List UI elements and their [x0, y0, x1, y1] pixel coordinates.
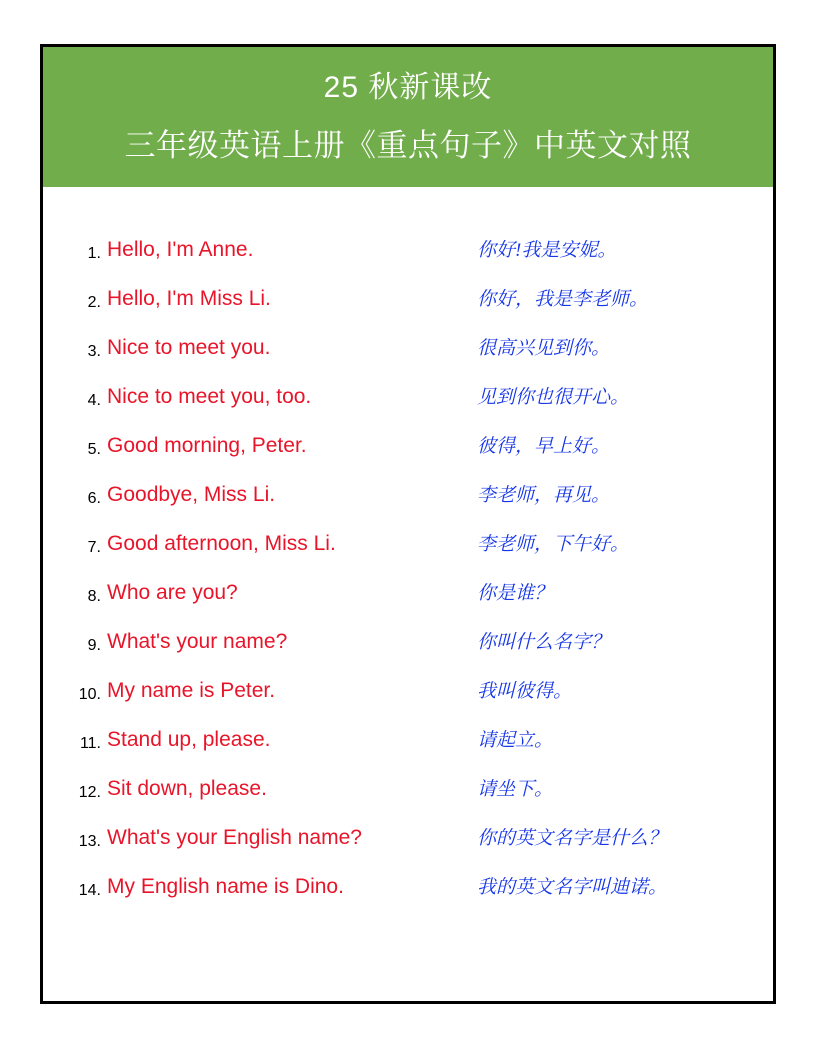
item-english: Goodbye, Miss Li. [107, 483, 276, 507]
item-number: 6. [87, 490, 101, 508]
item-english: Who are you? [107, 581, 238, 605]
item-english: Sit down, please. [107, 777, 267, 801]
item-number: 3. [87, 343, 101, 361]
header-title-line2: 三年级英语上册《重点句子》中英文对照 [124, 128, 692, 163]
item-english: Good afternoon, Miss Li. [107, 532, 336, 556]
item-english: Stand up, please. [107, 728, 271, 752]
item-number: 2. [87, 294, 101, 312]
list-item [43, 725, 773, 774]
item-english: Nice to meet you. [107, 336, 271, 360]
sentence-list [43, 187, 773, 921]
header-title-line1: 25 秋新课改 [323, 71, 493, 104]
item-number: 11. [79, 735, 101, 753]
item-english: My English name is Dino. [107, 875, 344, 899]
list-item [43, 774, 773, 823]
item-chinese: 你叫什么名字？ [477, 632, 611, 654]
item-english: What's your name? [107, 630, 288, 654]
item-number: 13. [78, 833, 101, 851]
item-number: 7. [87, 539, 101, 557]
item-chinese: 我的英文名字叫迪诺。 [477, 877, 668, 899]
list-item [43, 529, 773, 578]
item-chinese: 请起立。 [477, 730, 554, 752]
list-item [43, 480, 773, 529]
list-item [43, 627, 773, 676]
item-number: 8. [87, 588, 101, 606]
item-english: Good morning, Peter. [107, 434, 307, 458]
item-number: 1. [87, 245, 101, 263]
list-item [43, 578, 773, 627]
item-chinese: 李老师，再见。 [477, 485, 611, 507]
item-number: 10. [78, 686, 101, 704]
item-chinese: 你的英文名字是什么？ [477, 828, 668, 850]
item-chinese: 李老师，下午好。 [477, 534, 630, 556]
document-page [40, 44, 776, 1004]
list-item [43, 823, 773, 872]
list-item [43, 235, 773, 284]
item-number: 9. [87, 637, 101, 655]
item-english: Hello, I'm Anne. [107, 238, 254, 262]
list-item [43, 676, 773, 725]
item-english: Nice to meet you, too. [107, 385, 312, 409]
item-chinese: 请坐下。 [477, 779, 554, 801]
item-chinese: 见到你也很开心。 [477, 387, 630, 409]
item-english: What's your English name? [107, 826, 362, 850]
list-item [43, 284, 773, 333]
item-number: 4. [87, 392, 101, 410]
document-header [43, 47, 773, 187]
item-number: 12. [78, 784, 101, 802]
list-item [43, 431, 773, 480]
item-chinese: 你是谁？ [477, 583, 554, 605]
item-chinese: 彼得，早上好。 [477, 436, 611, 458]
item-chinese: 很高兴见到你。 [477, 338, 611, 360]
item-english: Hello, I'm Miss Li. [107, 287, 271, 311]
item-chinese: 我叫彼得。 [477, 681, 573, 703]
item-chinese: 你好，我是李老师。 [477, 289, 649, 311]
item-chinese: 你好!我是安妮。 [477, 240, 617, 262]
list-item [43, 333, 773, 382]
item-number: 5. [87, 441, 101, 459]
item-english: My name is Peter. [107, 679, 276, 703]
list-item [43, 382, 773, 431]
item-number: 14. [78, 882, 101, 900]
list-item [43, 872, 773, 921]
